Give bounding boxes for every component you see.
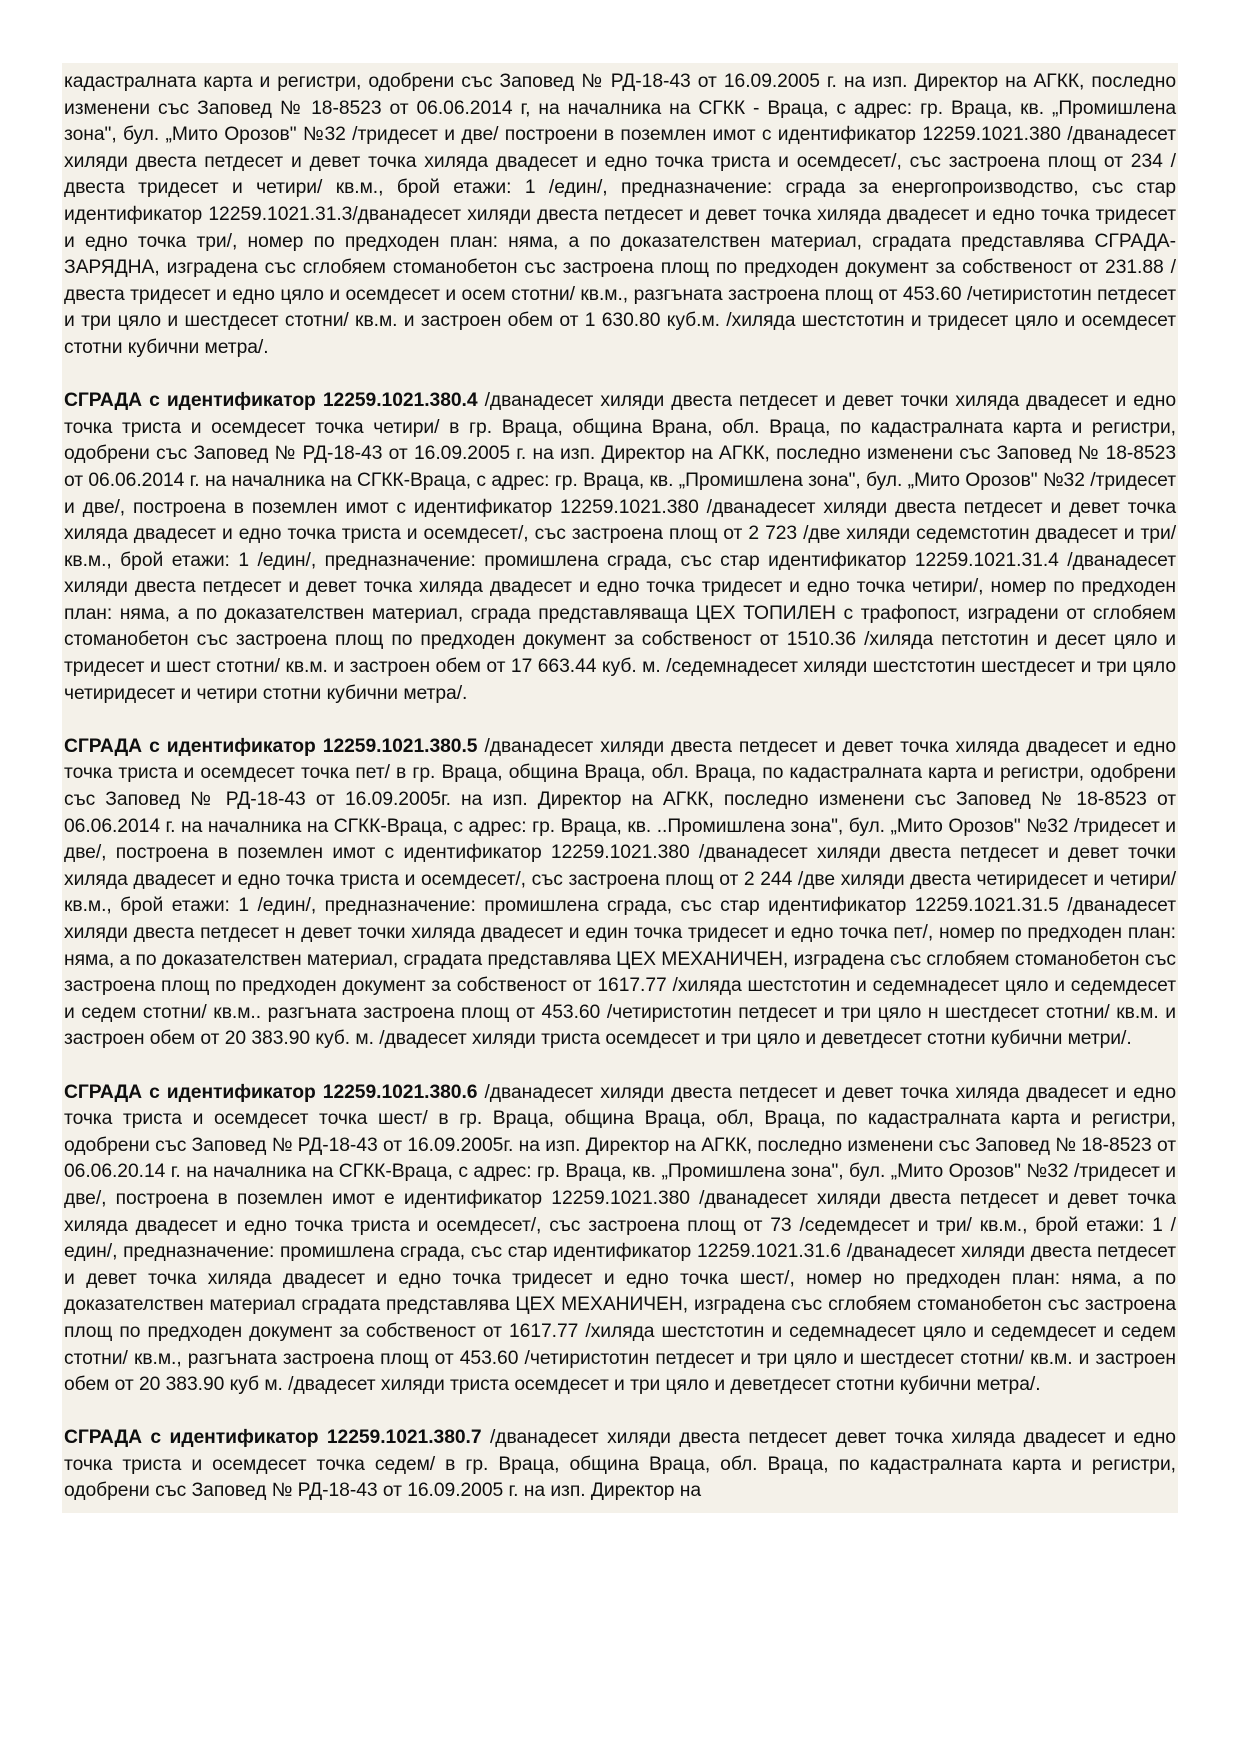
- paragraph-body: кадастралната карта и регистри, одобрени със Заповед № РД-18-43 от 16.09.2005 г. на изп. Директор на АГКК, последно изменени със Заповед № 18-8523 от 06.06.2014 г, на началника на СГКК - Враца, с адрес: гр. Враца, кв. „Промишлена зона", бул. „Мито Орозов" №32 /тридесет и две/ построени в поземлен имот с идентификатор 12259.1021.380 /дванадесет хиляди двеста петдесет и девет точка хиляда двадесет и едно точка триста и осемдесет/, със застроена площ от 234 /двеста тридесет и четири/ кв.м., брой етажи: 1 /един/, предназначение: сграда за енергопроизводство, със стар идентификатор 12259.1021.31.3/дванадесет хиляди двеста петдесет и девет точка хиляда двадесет и едно точка тридесет и едно точка три/, номер по предходен план: няма, а по доказателствен материал, сградата представлява СГРАДА-ЗАРЯДНА, изградена със сглобяем стоманобетон със застроена площ по предходен документ за собственост от 231.88 /двеста тридесет и едно цяло и осемдесет и осем стотни/ кв.м., разгъната застроена площ от 453.60 /четиристотин петдесет и три цяло и шестдесет стотни/ кв.м. и застроен обем от 1 630.80 куб.м. /хиляда шестстотин и тридесет цяло и осемдесет стотни кубични метра/.: [64, 71, 1176, 358]
- paragraph-body: /дванадесет хиляди двеста петдесет и девет точка хиляда двадесет и едно точка триста и осемдесет точка шест/ в гр. Враца, община Враца, обл, Враца, по кадастралната карта и регистри, одобрени със Заповед № РД-18-43 от 16.09.2005г. на изп. Директор на АГКК, последно изменени със Заповед № 18-8523 от 06.06.20.14 г. на началника на СГКК-Враца, с адрес: гр. Враца, кв. „Промишлена зона", бул. „Мито Орозов" №32 /тридесет и две/, построена в поземлен имот е идентификатор 12259.1021.380 /дванадесет хиляди двеста петдесет и девет точка хиляда двадесет и едно точка триста и осемдесет/, със застроена площ от 73 /седемдесет и три/ кв.м., брой етажи: 1 /един/, предназначение: промишлена сграда, със стар идентификатор 12259.1021.31.6 /дванадесет хиляди двеста петдесет и девет точка хиляда двадесет и едно точка тридесет и едно точка шест/, номер но предходен план: няма, а по доказателствен материал сградата представлява ЦЕХ МЕХАНИЧЕН, изградена със сглобяем стоманобетон със застроена площ по предходен документ за собственост от 1617.77 /хиляда шестстотин и седемнадесет цяло и седемдесет и седем стотни/ кв.м., разгъната застроена площ от 453.60 /четиристотин петдесет и три цяло и шестдесет стотни/ кв.м. и застроен обем от 20 383.90 куб м. /двадесет хиляди триста осемдесет и три цяло и деветдесет стотни кубични метра/.: [64, 1081, 1176, 1396]
- paragraph-continuation: [64, 69, 1176, 362]
- paragraph-body: /дванадесет хиляди двеста петдесет и девет точка хиляда двадесет и едно точка триста и осемдесет точка пет/ в гр. Враца, община Враца, обл. Враца, по кадастралната карта и регистри, одобрени със Заповед № РД-18-43 от 16.09.2005г. на изп. Директор на АГКК, последно изменени със Заповед № 18-8523 от 06.06.2014 г. на началника на СГКК-Враца, с адрес: гр. Враца, кв. ..Промишлена зона", бул. „Мито Орозов" №32 /тридесет и две/, построена в поземлен имот с идентификатор 12259.1021.380 /дванадесет хиляди двеста петдесет и девет точки хиляда двадесет и едно точка триста и осемдесет/, със застроена площ от 2 244 /две хиляди двеста четиридесет и четири/ кв.м., брой етажи: 1 /един/, предназначение: промишлена сграда, със стар идентификатор 12259.1021.31.5 /дванадесет хиляди двеста петдесет н девет точки хиляда двадесет и един точка тридесет и едно точка пет/, номер по предходен план: няма, а по доказателствен материал, сградата представлява ЦЕХ МЕХАНИЧЕН, изградена със сглобяем стоманобетон със застроена площ по предходен документ за собственост от 1617.77 /хиляда шестстотин и седемнадесет цяло и седемдесет и седем стотни/ кв.м.. разгъната застроена площ от 453.60 /четиристотин петдесет и три цяло н шестдесет стотни/ кв.м. и застроен обем от 20 383.90 куб. м. /двадесет хиляди триста осемдесет и три цяло и деветдесет стотни кубични метри/.: [64, 735, 1176, 1050]
- paragraph-building-380-7: [64, 1425, 1176, 1505]
- paragraph-body: /дванадесет хиляди двеста петдесет девет точка хиляда двадесет и едно точка триста и осемдесет точка седем/ в гр. Враца, община Враца, обл. Враца, по кадастралната карта и регистри, одобрени със Заповед № РД-18-43 от 16.09.2005 г. на изп. Директор на: [64, 1427, 1176, 1502]
- document-text-block: [62, 63, 1178, 1513]
- building-heading: СГРАДА с идентификатор 12259.1021.380.4: [64, 390, 478, 412]
- paragraph-building-380-5: [64, 734, 1176, 1053]
- paragraph-body: /дванадесет хиляди двеста петдесет и девет точки хиляда двадесет и едно точка триста и осемдесет точка четири/ в гр. Враца, община Врана, обл. Враца, по кадастралната карта и регистри, одобрени със Заповед № РД-18-43 от 16.09.2005 г. на изп. Директор на АГКК, последно изменени със Заповед № 18-8523 от 06.06.2014 г. на началника на СГКК-Враца, с адрес: гр. Враца, кв. „Промишлена зона", бул. „Мито Орозов" №32 /тридесет и две/, построена в поземлен имот с идентификатор 12259.1021.380 /дванадесет хиляди двеста петдесет и девет точка хиляда двадесет и едно точка триста и осемдесет/, със застроена площ от 2 723 /две хиляди седемстотин двадесет и три/ кв.м., брой етажи: 1 /един/, предназначение: промишлена сграда, със стар идентификатор 12259.1021.31.4 /дванадесет хиляди двеста петдесет и девет точка хиляда двадесет и едно точка тридесет и едно точка четири/, номер по предходен план: няма, а по доказателствен материал, сграда представляваща ЦЕХ ТОПИЛЕН с трафопост, изградени от сглобяем стоманобетон със застроена площ по предходен документ за собственост от 1510.36 /хиляда петстотин и десет цяло и тридесет и шест стотни/ кв.м. и застроен обем от 17 663.44 куб. м. /седемнадесет хиляди шестстотин шестдесет и три цяло четиридесет и четири стотни кубични метра/.: [64, 390, 1176, 704]
- building-heading: СГРАДА с идентификатор 12259.1021.380.7: [64, 1427, 482, 1449]
- building-heading: СГРАДА с идентификатор 12259.1021.380.6: [64, 1081, 478, 1103]
- paragraph-building-380-4: [64, 388, 1176, 707]
- building-heading: СГРАДА с идентификатор 12259.1021.380.5: [64, 735, 478, 757]
- paragraph-building-380-6: [64, 1080, 1176, 1399]
